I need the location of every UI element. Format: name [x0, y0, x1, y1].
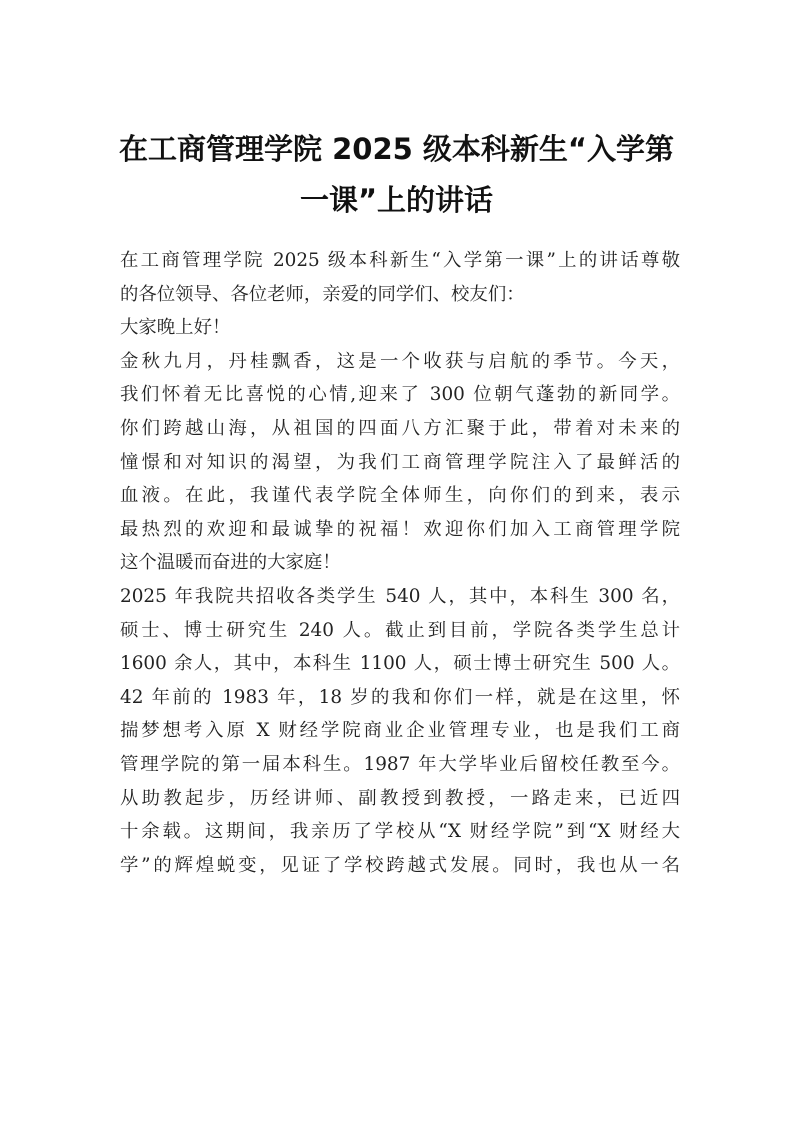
body-line: 管理学院的第一届本科生。1987 年大学毕业后留校任教至今。: [120, 753, 680, 775]
body-line: 血液。在此，我谨代表学院全体师生，向你们的到来，表示: [120, 485, 680, 507]
title-line: 一课”上的讲话: [299, 183, 494, 217]
body-line: 揣梦想考入原 X 财经学院商业企业管理专业，也是我们工商: [120, 720, 680, 742]
body-line: 2025 年我院共招收各类学生 540 人，其中，本科生 300 名，: [120, 585, 680, 607]
body-line: 从助教起步，历经讲师、副教授到教授，一路走来，已近四: [120, 787, 680, 809]
body-line: 42 年前的 1983 年，18 岁的我和你们一样，就是在这里，怀: [120, 686, 680, 708]
body-line: 憧憬和对知识的渴望，为我们工商管理学院注入了最鲜活的: [120, 451, 680, 473]
body-line: 最热烈的欢迎和最诚挚的祝福！欢迎你们加入工商管理学院: [120, 518, 680, 540]
body-line: 我们怀着无比喜悦的心情,迎来了 300 位朝气蓬勃的新同学。: [120, 384, 680, 406]
document-body: [120, 244, 680, 882]
body-line: 十余载。这期间，我亲历了学校从“X 财经学院”到“X 财经大: [120, 821, 680, 843]
body-line: 1600 余人，其中，本科生 1100 人，硕士博士研究生 500 人。: [120, 653, 680, 675]
body-line: 金秋九月，丹桂飘香，这是一个收获与启航的季节。今天，: [120, 350, 680, 372]
body-line: 的各位领导、各位老师，亲爱的同学们、校友们：: [120, 283, 525, 305]
body-line: 大家晚上好！: [120, 317, 231, 339]
body-line: 你们跨越山海，从祖国的四面八方汇聚于此，带着对未来的: [120, 417, 680, 439]
title-line: 在工商管理学院 2025 级本科新生“入学第: [119, 132, 674, 166]
body-line: 在工商管理学院 2025 级本科新生“入学第一课”上的讲话尊敬: [120, 250, 680, 271]
body-line: 硕士、博士研究生 240 人。截止到目前，学院各类学生总计: [120, 619, 680, 641]
body-line: 这个温暖而奋进的大家庭！: [120, 552, 341, 574]
document-title: [100, 124, 693, 226]
body-line: 学”的辉煌蜕变，见证了学校跨越式发展。同时，我也从一名: [120, 854, 680, 876]
